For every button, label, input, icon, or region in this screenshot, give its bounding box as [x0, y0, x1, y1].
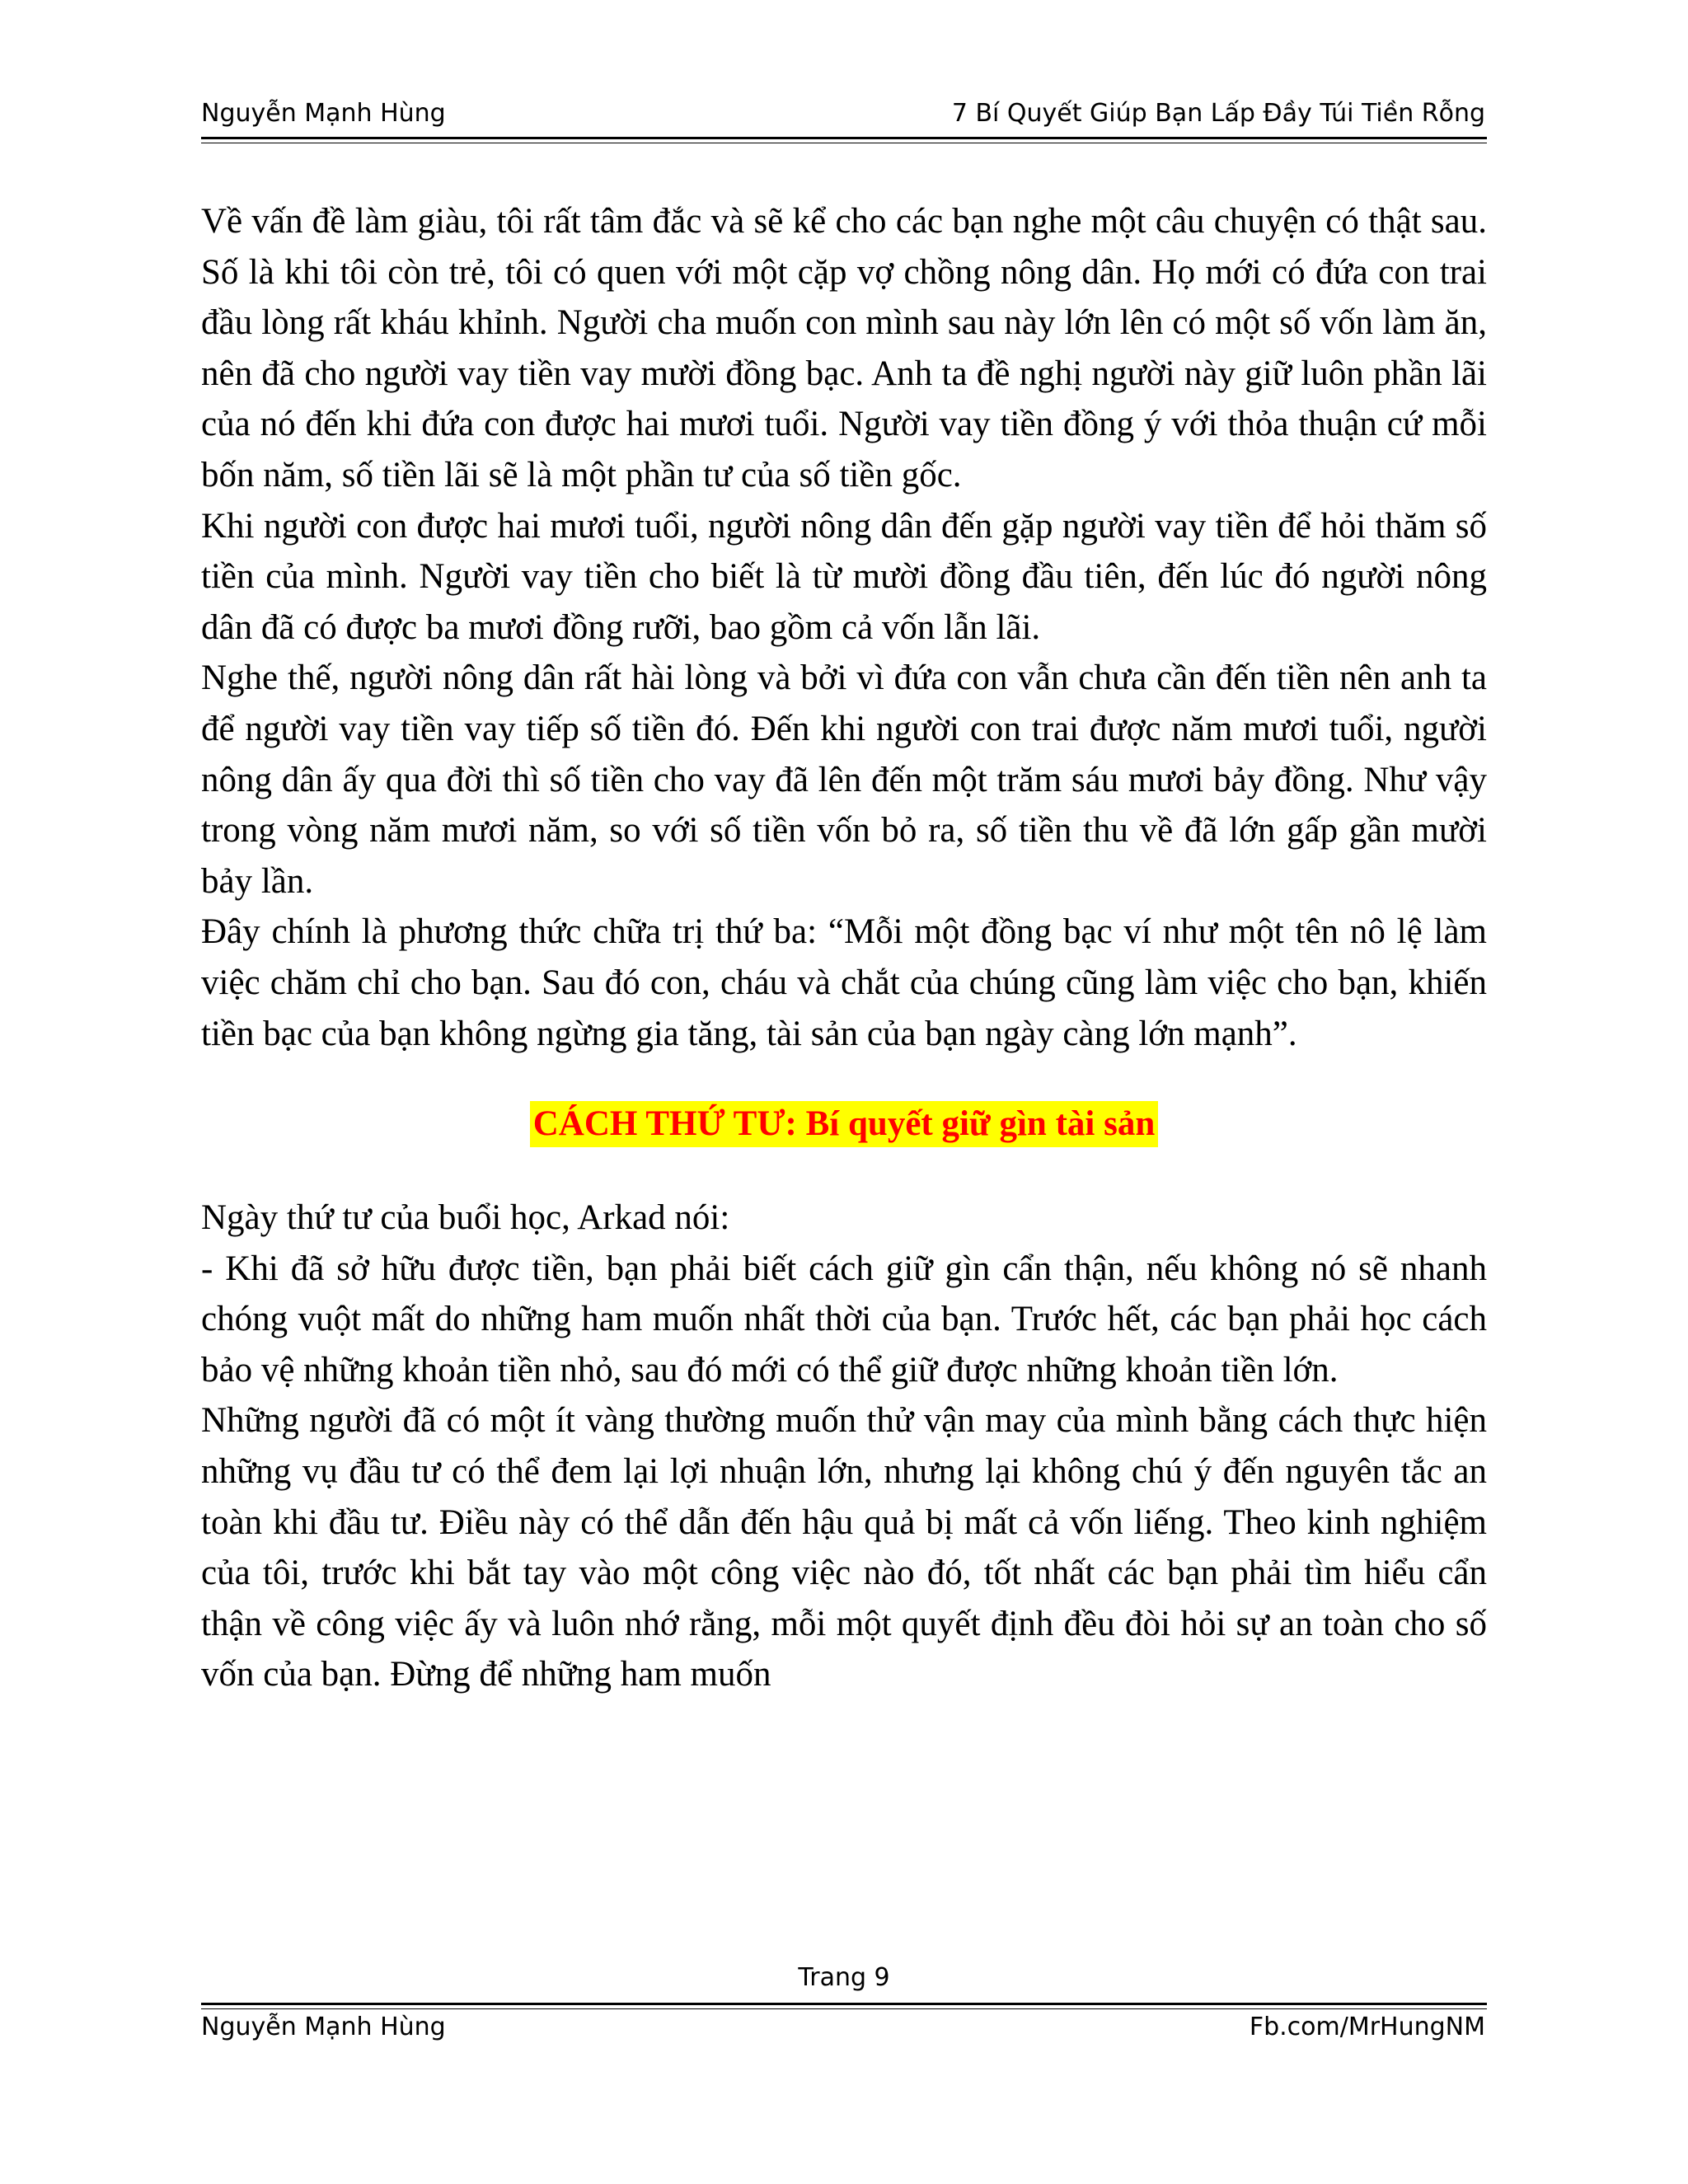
page-body: [201, 196, 1487, 1700]
footer-divider: [201, 2003, 1487, 2009]
body-paragraph: Nghe thế, người nông dân rất hài lòng và bởi vì đứa con vẫn chưa cần đến tiền nên anh ta để người vay tiền vay tiếp số tiền đó. Đến khi người con trai được năm mươi tuổi, người nông dân ấy qua đời thì số tiền cho vay đã lên đến một trăm sáu mươi bảy đồng. Như vậy trong vòng năm mươi năm, so với số tiền vốn bỏ ra, số tiền thu về đã lớn gấp gần mười bảy lần.: [201, 658, 1487, 901]
header-divider: [201, 137, 1487, 143]
body-paragraph: - Khi đã sở hữu được tiền, bạn phải biết cách giữ gìn cẩn thận, nếu không nó sẽ nhanh chóng vuột mất do những ham muốn nhất thời của bạn. Trước hết, các bạn phải học cách bảo vệ những khoản tiền nhỏ, sau đó mới có thể giữ được những khoản tiền lớn.: [201, 1249, 1487, 1390]
section-heading-container: [201, 1099, 1487, 1150]
page-number: Trang 9: [798, 1963, 890, 1992]
footer-contact-link[interactable]: Fb.com/MrHungNM: [1249, 2013, 1485, 2041]
body-paragraph: Đây chính là phương thức chữa trị thứ ba: “Mỗi một đồng bạc ví như một tên nô lệ làm việc chăm chỉ cho bạn. Sau đó con, cháu và chắt của chúng cũng làm việc cho bạn, khiến tiền bạc của bạn không ngừng gia tăng, tài sản của bạn ngày càng lớn mạnh”.: [201, 912, 1487, 1053]
footer-author: Nguyễn Mạnh Hùng: [201, 2013, 446, 2041]
body-paragraph: Ngày thứ tư của buổi học, Arkad nói:: [201, 1198, 730, 1238]
header-book-title: 7 Bí Quyết Giúp Bạn Lấp Đầy Túi Tiền Rỗng: [951, 99, 1485, 128]
body-paragraph: Khi người con được hai mươi tuổi, người nông dân đến gặp người vay tiền để hỏi thăm số tiền của mình. Người vay tiền cho biết là từ mười đồng đầu tiên, đến lúc đó người nông dân đã có được ba mươi đồng rưỡi, bao gồm cả vốn lẫn lãi.: [201, 506, 1487, 647]
header-author: Nguyễn Mạnh Hùng: [201, 99, 446, 128]
body-paragraph: Về vấn đề làm giàu, tôi rất tâm đắc và sẽ kể cho các bạn nghe một câu chuyện có thật sau. Số là khi tôi còn trẻ, tôi có quen với một cặp vợ chồng nông dân. Họ mới có đứa con trai đầu lòng rất kháu khỉnh. Người cha muốn con mình sau này lớn lên có một số vốn làm ăn, nên đã cho người vay tiền vay mười đồng bạc. Anh ta đề nghị người này giữ luôn phần lãi của nó đến khi đứa con được hai mươi tuổi. Người vay tiền đồng ý với thỏa thuận cứ mỗi bốn năm, số tiền lãi sẽ là một phần tư của số tiền gốc.: [201, 202, 1487, 494]
section-heading: CÁCH THỨ TƯ: Bí quyết giữ gìn tài sản: [530, 1101, 1159, 1147]
body-paragraph: Những người đã có một ít vàng thường muốn thử vận may của mình bằng cách thực hiện những vụ đầu tư có thể đem lại lợi nhuận lớn, nhưng lại không chú ý đến nguyên tắc an toàn khi đầu tư. Điều này có thể dẫn đến hậu quả bị mất cả vốn liếng. Theo kinh nghiệm của tôi, trước khi bắt tay vào một công việc nào đó, tốt nhất các bạn phải tìm hiểu cẩn thận về công việc ấy và luôn nhớ rằng, mỗi một quyết định đều đòi hỏi sự an toàn cho số vốn của bạn. Đừng để những ham muốn: [201, 1401, 1487, 1694]
